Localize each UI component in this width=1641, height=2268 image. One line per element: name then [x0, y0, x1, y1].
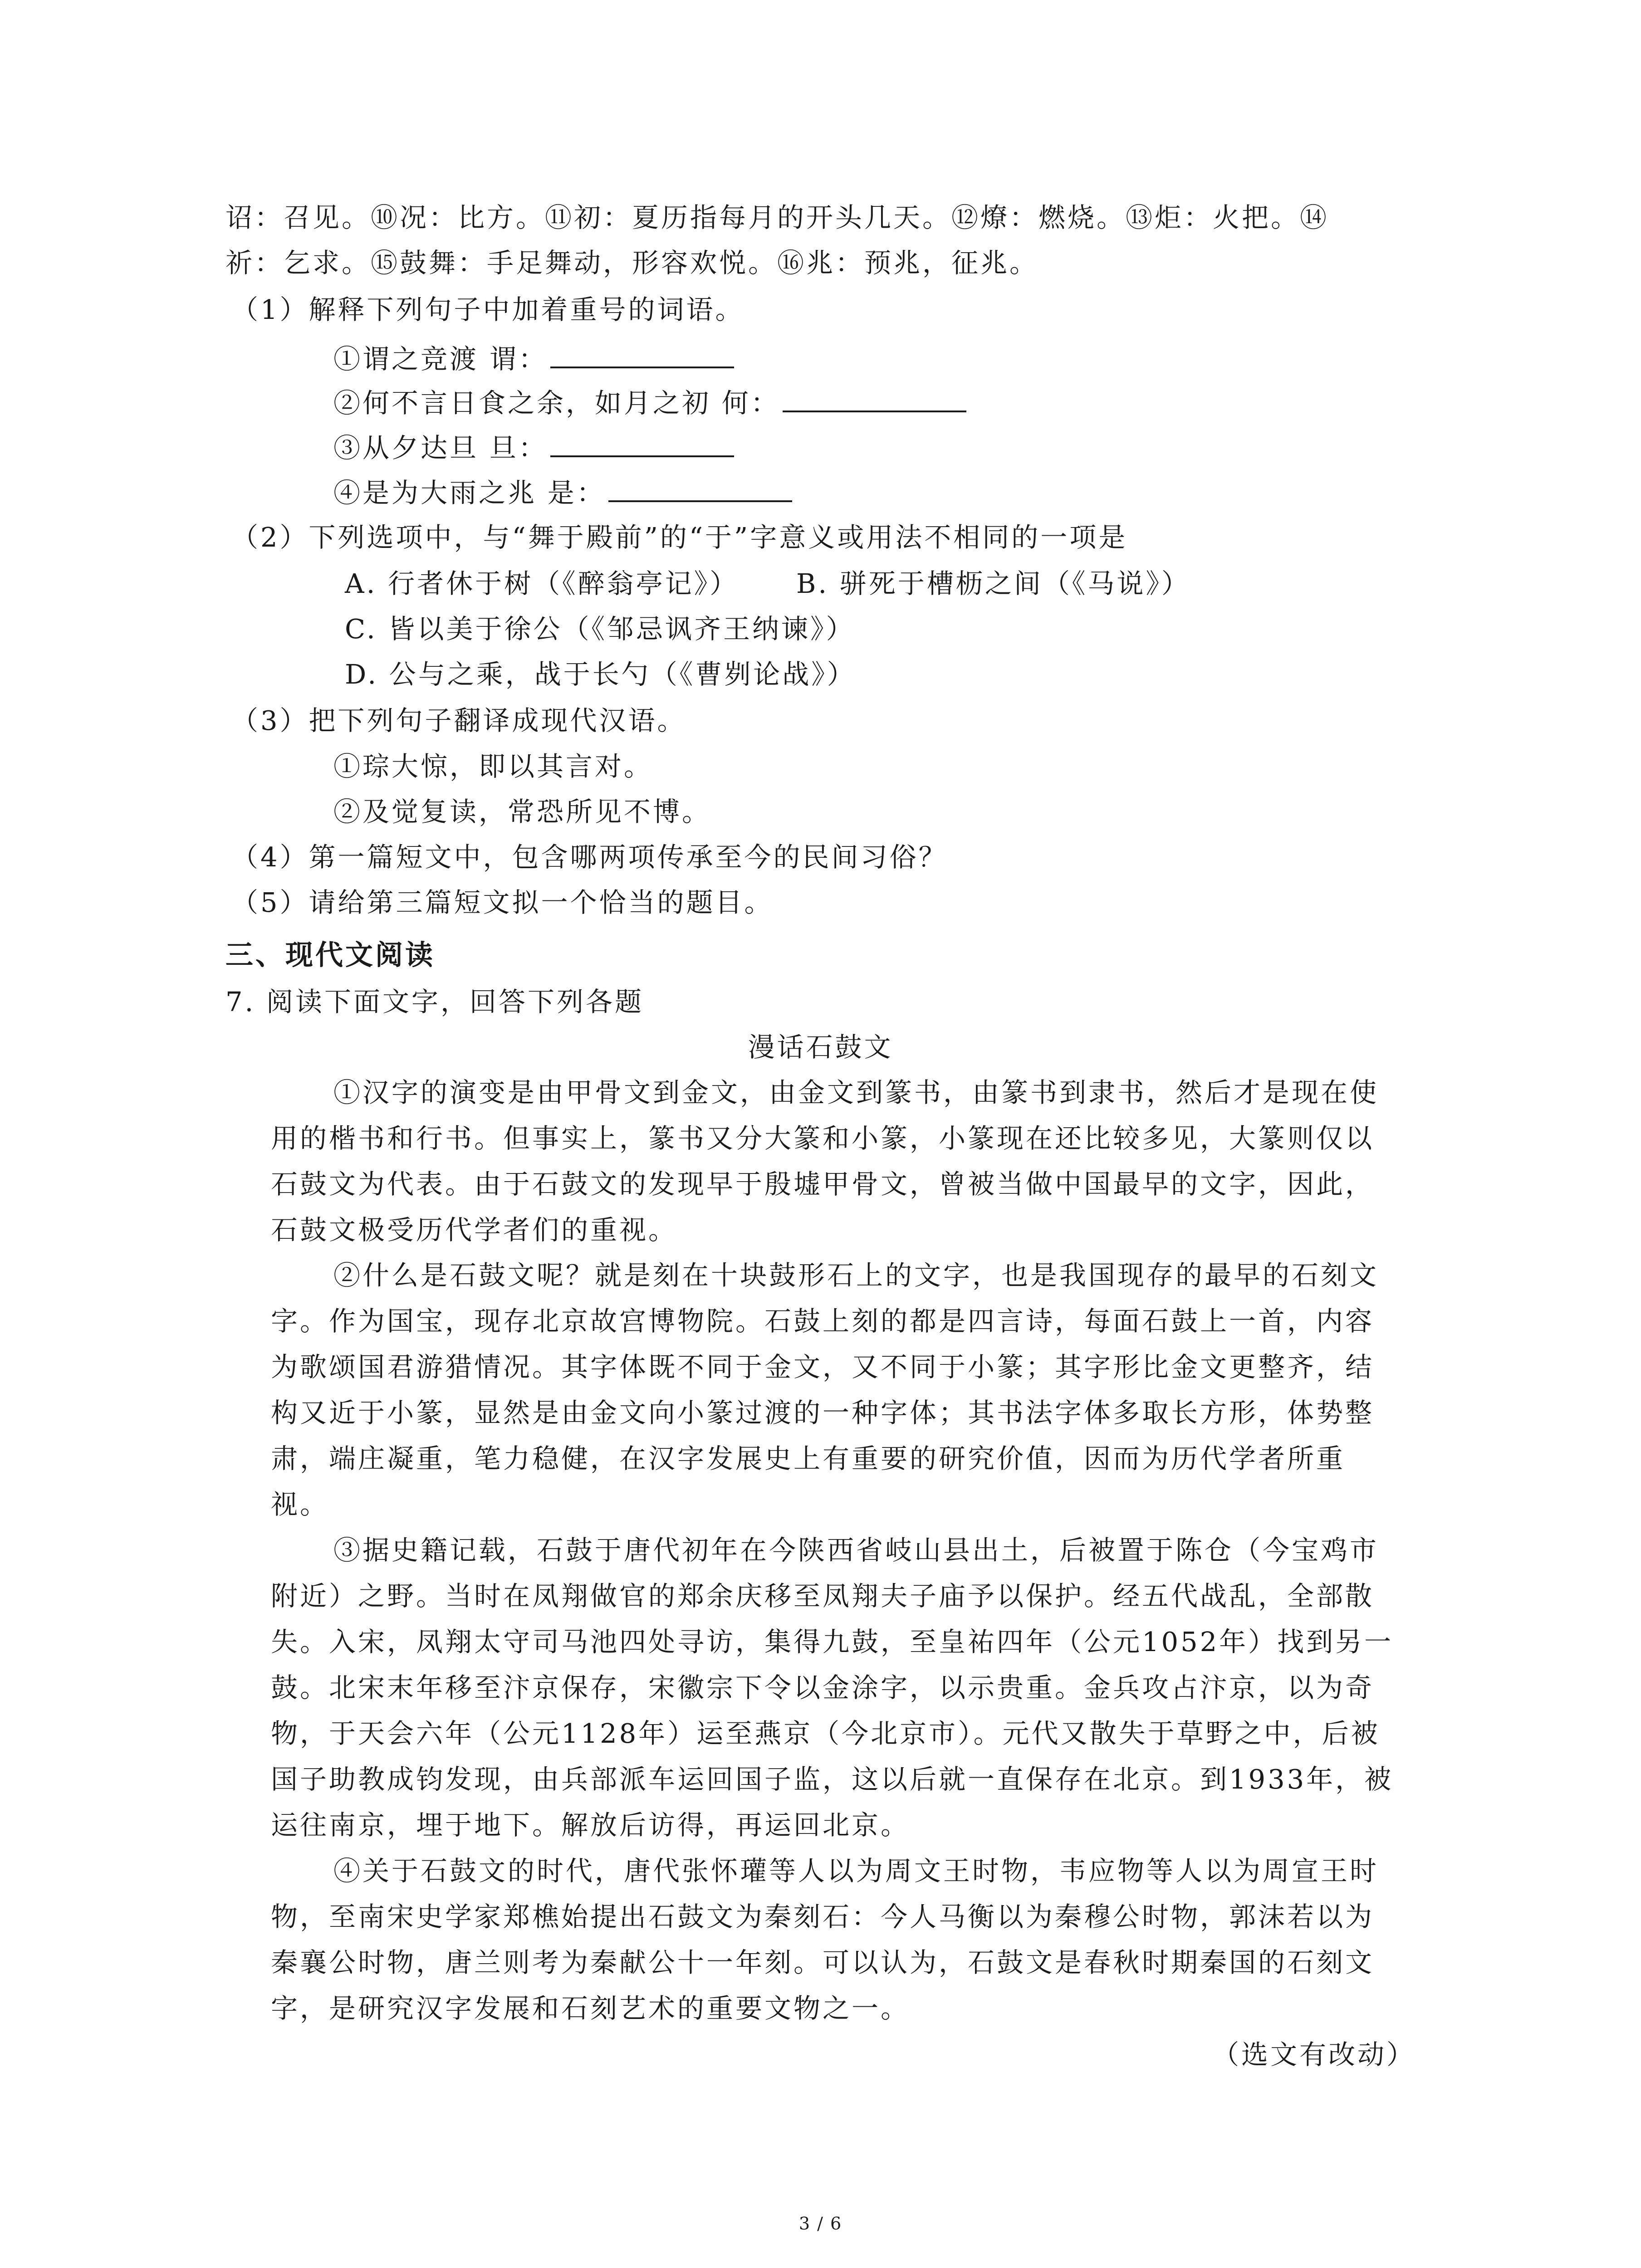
q1-item-label: ①谓之竞渡 谓：	[333, 343, 548, 375]
q3-item-2: ②及觉复读，常恐所见不博。	[333, 796, 711, 827]
question-4: （4）第一篇短文中，包含哪两项传承至今的民间习俗？	[231, 841, 948, 873]
article-line: 物，于天会六年（公元1128年）运至燕京（今北京市）。元代又散失于草野之中，后被	[271, 1718, 1380, 1749]
question-7-stem: 7. 阅读下面文字，回答下列各题	[225, 986, 644, 1017]
answer-blank[interactable]	[783, 384, 966, 412]
article-line: 字。作为国宝，现存北京故宫博物院。石鼓上刻的都是四言诗，每面石鼓上一首，内容	[271, 1305, 1375, 1337]
article-line: 用的楷书和行书。但事实上，篆书又分大篆和小篆，小篆现在还比较多见，大篆则仅以	[271, 1123, 1375, 1154]
article-line: ②什么是石鼓文呢？就是刻在十块鼓形石上的文字，也是我国现存的最早的石刻文	[333, 1260, 1379, 1291]
q1-item-label: ④是为大雨之兆 是：	[333, 477, 606, 508]
notes-line: 诏：召见。⑩况：比方。⑪初：夏历指每月的开头几天。⑫燎：燃烧。⑬炬：火把。⑭	[225, 202, 1329, 233]
article-line: 失。入宋，凤翔太守司马池四处寻访，集得九鼓，至皇祐四年（公元1052年）找到另一	[271, 1626, 1394, 1657]
q1-item-2	[333, 384, 966, 421]
question-2-stem: （2）下列选项中，与“舞于殿前”的“于”字意义或用法不相同的一项是	[231, 522, 1128, 553]
q1-item-label: ③从夕达旦 旦：	[333, 432, 548, 464]
article-line: 运往南京，埋于地下。解放后访得，再运回北京。	[271, 1809, 910, 1841]
q1-item-1	[333, 340, 734, 377]
q2-option-a: A. 行者休于树（《醉翁亭记》）	[345, 568, 739, 599]
section-heading: 三、现代文阅读	[225, 939, 436, 971]
article-line: 视。	[271, 1489, 329, 1520]
question-5: （5）请给第三篇短文拟一个恰当的题目。	[231, 887, 774, 918]
q1-item-4	[333, 474, 792, 511]
article-line: ③据史籍记载，石鼓于唐代初年在今陕西省岐山县出土，后被置于陈仓（今宝鸡市	[333, 1535, 1379, 1566]
article-line: 国子助教成钧发现，由兵部派车运回国子监，这以后就一直保存在北京。到1933年，被	[271, 1764, 1394, 1795]
q1-item-label: ②何不言日食之余，如月之初 何：	[333, 387, 780, 419]
q3-item-1: ①琮大惊，即以其言对。	[333, 751, 653, 782]
notes-line: 祈：乞求。⑮鼓舞：手足舞动，形容欢悦。⑯兆：预兆，征兆。	[225, 247, 1039, 279]
article-line: 肃，端庄凝重，笔力稳健，在汉字发展史上有重要的研究价值，因而为历代学者所重	[271, 1443, 1346, 1474]
q2-option-d: D. 公与之乘，战于长勺（《曹刿论战》）	[345, 659, 856, 690]
article-line: 物，至南宋史学家郑樵始提出石鼓文为秦刻石：今人马衡以为秦穆公时物，郭沫若以为	[271, 1901, 1375, 1932]
question-1-stem: （1）解释下列句子中加着重号的词语。	[231, 294, 745, 325]
source-note: （选文有改动）	[1212, 2039, 1416, 2070]
q2-option-b: B. 骈死于槽枥之间（《马说》）	[796, 568, 1190, 599]
question-3-stem: （3）把下列句子翻译成现代汉语。	[231, 705, 686, 736]
q1-item-3	[333, 429, 734, 466]
article-line: 字，是研究汉字发展和石刻艺术的重要文物之一。	[271, 1993, 910, 2024]
article-line: 秦襄公时物，唐兰则考为秦献公十一年刻。可以认为，石鼓文是春秋时期秦国的石刻文	[271, 1947, 1375, 1978]
q2-option-c: C. 皆以美于徐公（《邹忌讽齐王纳谏》）	[345, 613, 855, 645]
answer-blank[interactable]	[608, 474, 792, 502]
page-number: 3 / 6	[798, 2214, 843, 2234]
answer-blank[interactable]	[550, 429, 734, 457]
article-line: 石鼓文为代表。由于石鼓文的发现早于殷墟甲骨文，曾被当做中国最早的文字，因此，	[271, 1168, 1375, 1200]
article-line: 鼓。北宋末年移至汴京保存，宋徽宗下令以金涂字，以示贵重。金兵攻占汴京，以为奇	[271, 1672, 1375, 1703]
article-line: 附近）之野。当时在凤翔做官的郑余庆移至凤翔夫子庙予以保护。经五代战乱，全部散	[271, 1580, 1375, 1612]
article-line: 构又近于小篆，显然是由金文向小篆过渡的一种字体；其书法字体多取长方形，体势整	[271, 1397, 1375, 1428]
article-line: 为歌颂国君游猎情况。其字体既不同于金文，又不同于小篆；其字形比金文更整齐，结	[271, 1351, 1375, 1383]
article-line: ①汉字的演变是由甲骨文到金文，由金文到篆书，由篆书到隶书，然后才是现在使	[333, 1077, 1379, 1108]
article-title: 漫话石鼓文	[748, 1031, 893, 1063]
article-line: ④关于石鼓文的时代，唐代张怀瓘等人以为周文王时物，韦应物等人以为周宣王时	[333, 1855, 1379, 1887]
answer-blank[interactable]	[550, 340, 734, 368]
article-line: 石鼓文极受历代学者们的重视。	[271, 1214, 678, 1246]
